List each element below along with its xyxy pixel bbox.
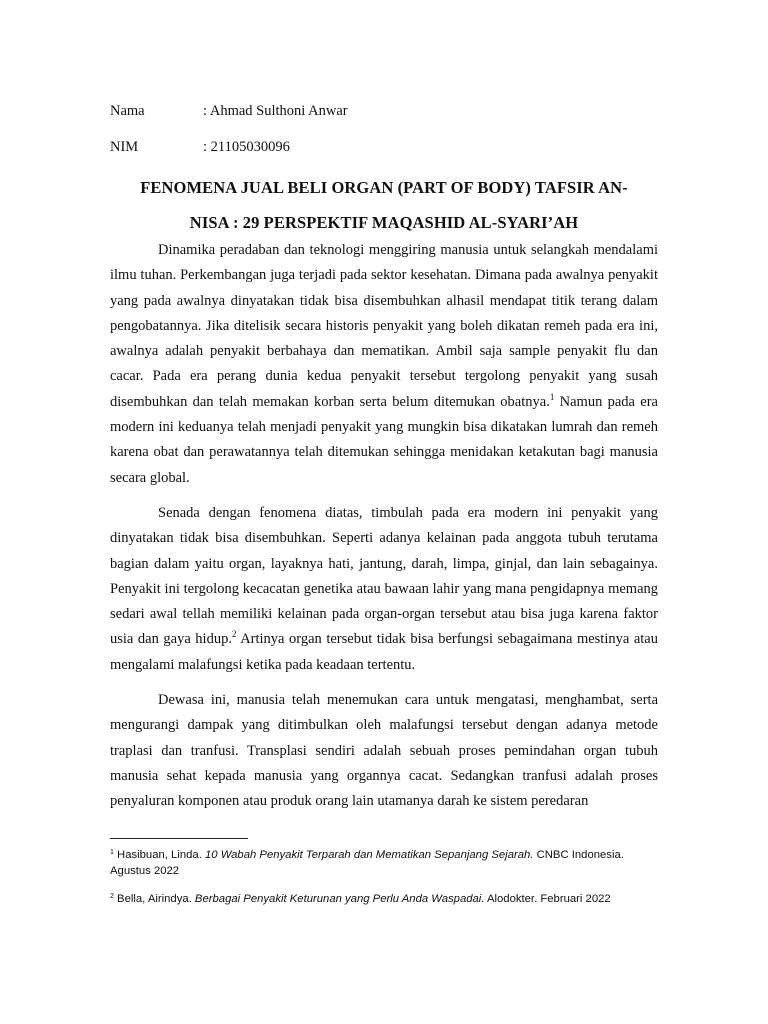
footnote-2-title: Berbagai Penyakit Keturunan yang Perlu Anda Waspadai. [194,893,485,905]
footnote-2-number: 2 [110,893,114,900]
footnote-1-author: Hasibuan, Linda. [113,849,205,861]
footnote-ref-2[interactable]: 2 [231,629,237,640]
nim-value: : 21105030096 [203,139,290,155]
name-label: Nama [110,103,145,119]
paragraph-1 [110,238,658,491]
page-title [110,170,658,240]
footnote-divider [110,838,248,839]
title-line-2: NISA : 29 PERSPEKTIF MAQASHID AL-SYARI’AH [189,213,579,232]
paragraph-2-text-a: Senada dengan fenomena diatas, timbulah pada era modern ini penyakit yang dinyatakan tidak bisa disembuhkan. Seperti adanya kelainan pada anggota tubuh terutama bagian dalam yaitu organ, layaknya hati, jantung, darah, limpa, ginjal, dan lain sebagainya. Penyakit ini tergolong kecacatan genetika atau bawaan lahir yang mana pengidapnya memang sedari awal tellah memiliki kelainan pada organ-organ tersebut atau bisa juga karena faktor usia dan gaya hidup. [110,504,658,648]
paragraph-1-text-b: Namun pada era modern ini keduanya telah menjadi penyakit yang mungkin bisa dikatakan lumrah dan remeh karena obat dan perawatannya telah ditemukan sehingga menidakan ketakutan bagi manusia secara global. [110,393,658,486]
nim-label: NIM [110,139,139,155]
paragraph-1-text-a: Dinamika peradaban dan teknologi menggiring manusia untuk selangkah mendalami ilmu tuhan. Perkembangan juga terjadi pada sektor kesehatan. Dimana pada awalnya penyakit yang pada awalnya dinyatakan tidak bisa disembuhkan alhasil mendapat titik terang dalam pengobatannya. Jika ditelisik secara historis penyakit yang boleh dikatan remeh pada era ini, awalnya adalah penyakit berbahaya dan mematikan. Ambil saja sample penyakit flu dan cacar. Pada era perang dunia kedua penyakit tersebut tergolong penyakit yang susah disembuhkan dan telah memakan korban serta belum ditemukan obatnya. [110,242,658,410]
footnote-1 [110,847,658,879]
name-value: : Ahmad Sulthoni Anwar [203,103,348,119]
title-line-1: FENOMENA JUAL BELI ORGAN (PART OF BODY) TAFSIR AN- [140,178,628,197]
footnote-2 [110,891,658,907]
footnote-1-number: 1 [110,849,114,856]
footnote-ref-1[interactable]: 1 [549,391,555,402]
paragraph-2-text-b: Artinya organ tersebut tidak bisa berfungsi sebagaimana mestinya atau mengalami malafungsi ketika pada keadaan tertentu. [110,631,658,673]
paragraph-2 [110,501,658,678]
footnote-2-author: Bella, Airindya. [113,893,195,905]
paragraph-3: Dewasa ini, manusia telah menemukan cara untuk mengatasi, menghambat, serta mengurangi dampak yang ditimbulkan oleh malafungsi tersebut dengan adanya metode traplasi dan tranfusi. Transplasi sendiri adalah sebuah proses pemindahan organ tubuh manusia sehat kepada manusia yang organnya cacat. Sedangkan tranfusi adalah proses penyaluran komponen atau produk orang lain utamanya darah ke sistem peredaran [110,692,658,810]
body-text [110,238,658,825]
footnotes [110,847,658,919]
footnote-1-title: 10 Wabah Penyakit Terparah dan Mematikan Sepanjang Sejarah. [204,849,534,861]
footnote-2-source: Alodokter. Februari 2022 [484,893,611,905]
footnote-1-source: CNBC Indonesia. Agustus 2022 [110,849,624,877]
